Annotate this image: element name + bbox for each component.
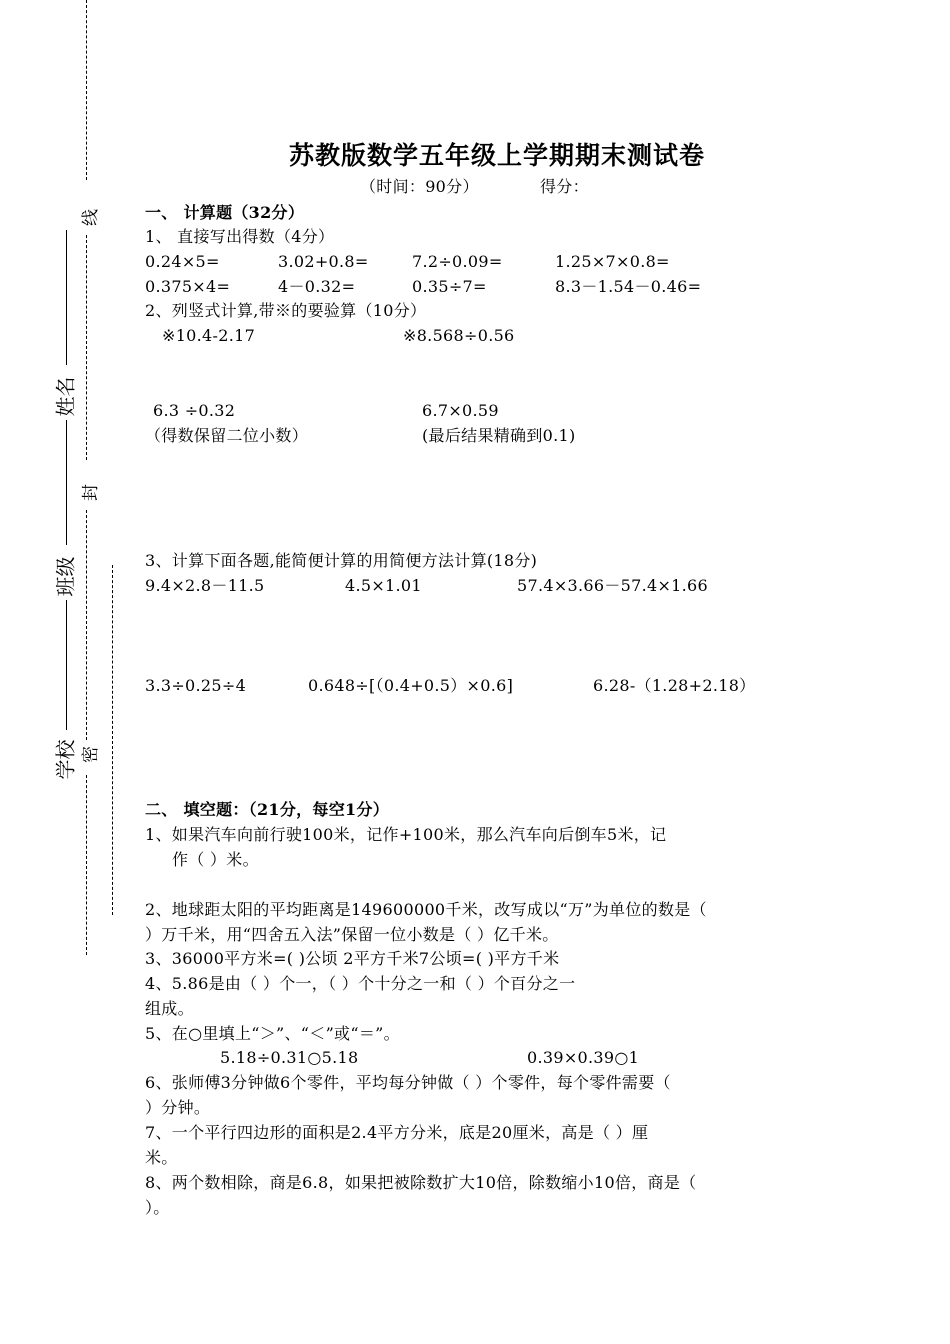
dashed-line-outer xyxy=(86,0,87,180)
fill-line: 6、张师傅3分钟做6个零件，平均每分钟做（ ）个零件，每个零件需要（ xyxy=(145,1073,671,1092)
fill-line: ）分钟。 xyxy=(145,1098,211,1117)
q1-item: 3.02+0.8= xyxy=(278,252,369,271)
name-label: 姓名 xyxy=(53,376,78,417)
fill-line: ）万千米，用“四舍五入法”保留一位小数是（ ）亿千米。 xyxy=(145,925,559,944)
school-field-line xyxy=(66,600,67,730)
q3-item: 57.4×3.66－57.4×1.66 xyxy=(517,576,709,595)
fill-line: 4、5.86是由（ ）个一，（ ）个十分之一和（ ）个百分之一 xyxy=(145,974,576,993)
q1-heading: 1、 直接写出得数（4分） xyxy=(145,227,335,246)
fill-line: 3、36000平方米=( )公顷 2平方千米7公顷=( )平方千米 xyxy=(145,949,560,968)
dashed-line-outer xyxy=(86,510,87,740)
fill-line: 8、两个数相除，商是6.8，如果把被除数扩大10倍，除数缩小10倍，商是（ xyxy=(145,1173,697,1192)
q2-item: ※8.568÷0.56 xyxy=(403,326,515,345)
q3-item: 4.5×1.01 xyxy=(345,576,422,595)
q1-item: 8.3－1.54－0.46= xyxy=(555,277,702,296)
q2-item: ※10.4-2.17 xyxy=(162,326,256,345)
school-label: 学校 xyxy=(53,739,78,780)
name-field-line xyxy=(66,230,67,365)
time-label: （时间：90分） xyxy=(360,177,479,196)
q3-heading: 3、计算下面各题,能简便计算的用简便方法计算(18分) xyxy=(145,551,538,570)
class-field-line xyxy=(66,420,67,545)
fill-line: 5、在○里填上“＞”、“＜”或“＝”。 xyxy=(145,1024,400,1043)
q2-note: （得数保留二位小数） xyxy=(145,426,309,445)
fill-line: 组成。 xyxy=(145,999,194,1018)
binding-mark-feng: 封 xyxy=(81,484,101,501)
section2-heading: 二、 填空题：（21分，每空1分） xyxy=(145,800,390,819)
q2-item: 6.7×0.59 xyxy=(422,401,499,420)
q1-item: 0.35÷7= xyxy=(412,277,487,296)
q2-note: (最后结果精确到0.1) xyxy=(422,426,576,445)
fill-line: 0.39×0.39○1 xyxy=(527,1048,640,1067)
fill-line: 米。 xyxy=(145,1148,178,1167)
q2-item: 6.3 ÷0.32 xyxy=(153,401,236,420)
q3-item: 9.4×2.8－11.5 xyxy=(145,576,265,595)
fill-line: 5.18÷0.31○5.18 xyxy=(220,1048,359,1067)
fill-line: 7、一个平行四边形的面积是2.4平方分米，底是20厘米，高是（ ）厘 xyxy=(145,1123,649,1142)
q1-item: 7.2÷0.09= xyxy=(412,252,503,271)
dashed-line-outer xyxy=(86,775,87,955)
q1-item: 1.25×7×0.8= xyxy=(555,252,670,271)
fill-line: 2、地球距太阳的平均距离是149600000千米，改写成以“万”为单位的数是（ xyxy=(145,900,707,919)
q1-item: 4－0.32= xyxy=(278,277,356,296)
fill-line: 作（ ）米。 xyxy=(172,850,259,869)
fill-line: 1、如果汽车向前行驶100米，记作+100米，那么汽车向后倒车5米，记 xyxy=(145,825,667,844)
binding-mark-xian: 线 xyxy=(81,209,101,226)
q1-item: 0.375×4= xyxy=(145,277,231,296)
binding-mark-mi: 密 xyxy=(81,746,101,763)
page-title: 苏教版数学五年级上学期期末测试卷 xyxy=(289,141,706,170)
q3-item: 6.28-（1.28+2.18） xyxy=(593,676,756,695)
dashed-line-inner xyxy=(112,565,113,915)
dashed-line-outer xyxy=(86,235,87,460)
q2-heading: 2、列竖式计算,带※的要验算（10分） xyxy=(145,301,427,320)
section1-heading: 一、 计算题（32分） xyxy=(145,203,305,222)
q1-item: 0.24×5= xyxy=(145,252,220,271)
class-label: 班级 xyxy=(53,556,78,597)
q3-item: 0.648÷[（0.4+0.5）×0.6] xyxy=(308,676,514,695)
q3-item: 3.3÷0.25÷4 xyxy=(145,676,247,695)
score-label: 得分： xyxy=(540,177,589,196)
fill-line: ）。 xyxy=(145,1198,170,1217)
